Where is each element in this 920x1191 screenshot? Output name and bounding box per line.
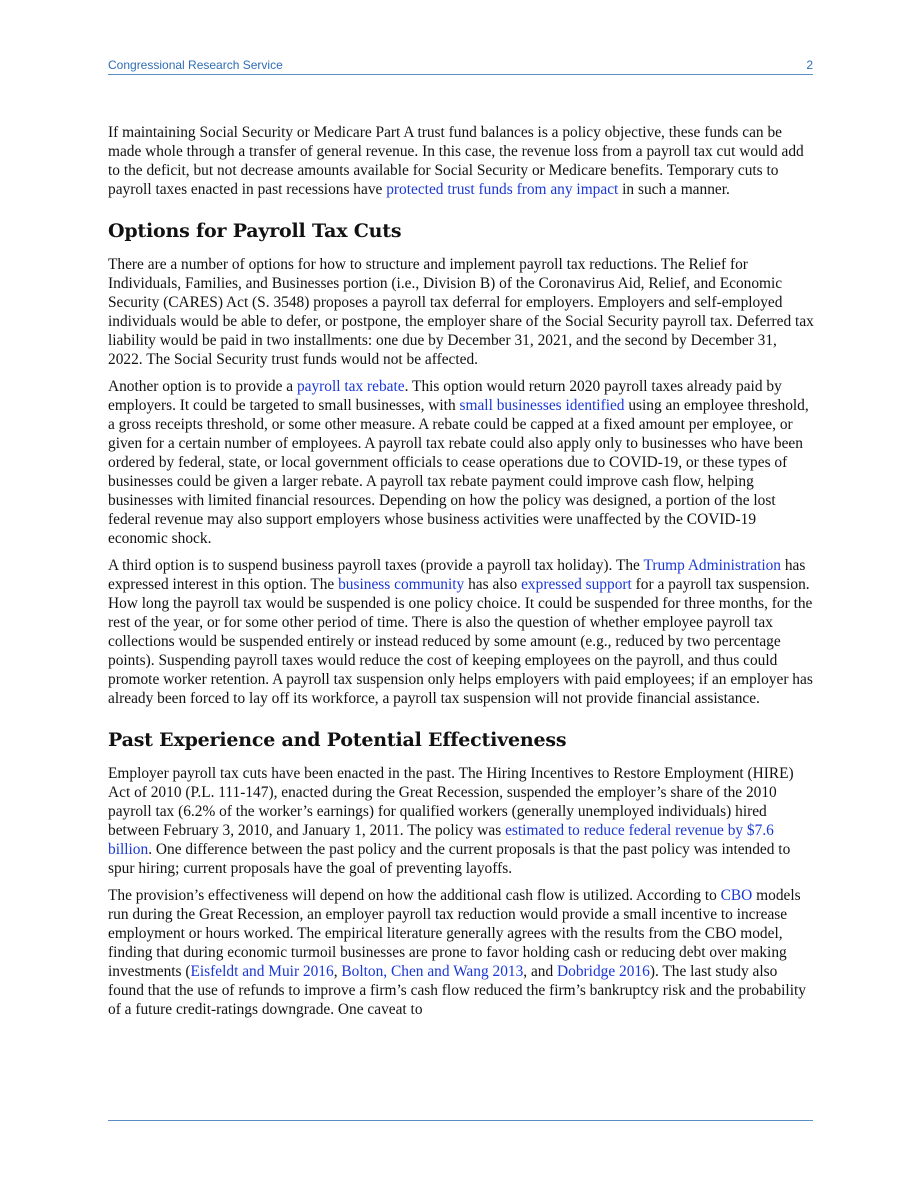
text-run: The provision’s effectiveness will depend on how the additional cash flow is utilized. According to xyxy=(108,887,721,904)
text-run: models run during the Great Recession, an employer payroll tax reduction would provide a small incentive to increase employment or hours worked. The empirical literature generally agrees with the results from the CBO model, finding that during economic turmoil businesses are prone to favor holding cash or reducing debt over making investments ( xyxy=(108,887,801,980)
heading-past-experience: Past Experience and Potential Effectiveness xyxy=(108,729,567,751)
link-payroll-tax-rebate[interactable]: payroll tax rebate xyxy=(296,378,405,395)
intro-paragraph xyxy=(108,123,814,199)
header-page-number: 2 xyxy=(806,58,813,72)
footer-divider xyxy=(108,1120,813,1121)
link-cbo[interactable]: CBO xyxy=(720,887,753,904)
link-small-businesses-identified[interactable]: small businesses identified xyxy=(459,397,625,414)
heading-options-payroll-tax-cuts: Options for Payroll Tax Cuts xyxy=(108,220,402,242)
header-organization: Congressional Research Service xyxy=(108,58,283,72)
text-run: ). The last study also found that the use of refunds to improve a firm’s cash flow reduced the firm’s bankruptcy risk and the probability of a future credit-ratings downgrade. One caveat to xyxy=(108,963,806,1018)
text-run: If maintaining Social Security or Medicare Part A trust fund balances is a policy objective, these funds can be made whole through a transfer of general revenue. In this case, the revenue loss from a payroll tax cut would add to the deficit, but not decrease amounts available for Social Security or Medicare benefits. Temporary cuts to payroll taxes enacted in past recessions have xyxy=(108,124,804,198)
link-estimated-revenue-reduction[interactable]: estimated to reduce federal revenue by $7.6 billion xyxy=(108,822,774,858)
text-run: . This option would return 2020 payroll taxes already paid by employers. It could be targeted to small businesses, with xyxy=(108,378,782,414)
paragraph-payroll-tax-rebate xyxy=(108,377,814,548)
link-eisfeldt-muir-2016[interactable]: Eisfeldt and Muir 2016 xyxy=(190,963,334,980)
text-run: has expressed interest in this option. The xyxy=(108,557,806,593)
document-body xyxy=(108,123,814,1027)
text-run: , xyxy=(333,963,342,980)
paragraph-cares-act: There are a number of options for how to structure and implement payroll tax reductions. The Relief for Individuals, Families, and Businesses portion (i.e., Division B) of the Coronavirus Aid, Relief, and Economic Security (CARES) Act (S. 3548) proposes a payroll tax deferral for employers. Employers and self-employed individuals would be able to defer, or postpone, the employer share of the Social Security payroll tax. Deferred tax liability would be paid in two installments: one due by December 31, 2021, and the second by December 31, 2022. The Social Security trust funds would not be affected. xyxy=(108,256,814,368)
paragraph-payroll-tax-holiday xyxy=(108,556,814,708)
link-business-community[interactable]: business community xyxy=(338,576,465,593)
page-header xyxy=(108,58,813,75)
link-dobridge-2016[interactable]: Dobridge 2016 xyxy=(557,963,650,980)
text-run: A third option is to suspend business payroll taxes (provide a payroll tax holiday). The xyxy=(108,557,644,574)
text-run: in such a manner. xyxy=(618,181,730,198)
link-bolton-chen-wang-2013[interactable]: Bolton, Chen and Wang 2013 xyxy=(341,963,524,980)
text-run: Another option is to provide a xyxy=(108,378,297,395)
text-run: using an employee threshold, a gross receipts threshold, or some other measure. A rebate could be capped at a fixed amount per employee, or given for a certain number of employees. A payroll tax rebate could also apply only to businesses who have been ordered by federal, state, or local government officials to cease operations due to COVID-19, or these types of businesses could be given a larger rebate. A payroll tax rebate payment could improve cash flow, helping businesses with limited financial resources. Depending on how the policy was designed, a portion of the lost federal revenue may also support employers whose business activities were unaffected by the COVID-19 economic shock. xyxy=(108,397,809,547)
paragraph-hire-act xyxy=(108,764,814,878)
link-protected-trust-funds[interactable]: protected trust funds from any impact xyxy=(386,181,619,198)
paragraph-effectiveness xyxy=(108,886,814,1019)
link-expressed-support[interactable]: expressed support xyxy=(521,576,632,593)
link-trump-administration[interactable]: Trump Administration xyxy=(643,557,782,574)
text-run: for a payroll tax suspension. How long the payroll tax would be suspended is one policy choice. It could be suspended for three months, for the rest of the year, or for some other period of time. There is also the question of whether employee payroll tax collections would be suspended entirely or instead reduced by some amount (e.g., reduced by two percentage points). Suspending payroll taxes would reduce the cost of keeping employees on the payroll, and thus could promote worker retention. A payroll tax suspension only helps employers with paid employees; if an employer has already been forced to lay off its workforce, a payroll tax suspension will not provide financial assistance. xyxy=(108,576,813,707)
text-run: has also xyxy=(464,576,522,593)
text-run: , and xyxy=(523,963,558,980)
text-run: Employer payroll tax cuts have been enacted in the past. The Hiring Incentives to Restore Employment (HIRE) Act of 2010 (P.L. 111-147), enacted during the Great Recession, suspended the employer’s share of the 2010 payroll tax (6.2% of the worker’s earnings) for qualified workers (generally unemployed individuals) hired between February 3, 2010, and January 1, 2011. The policy was xyxy=(108,765,794,839)
text-run: . One difference between the past policy and the current proposals is that the past policy was intended to spur hiring; current proposals have the goal of preventing layoffs. xyxy=(108,841,791,877)
